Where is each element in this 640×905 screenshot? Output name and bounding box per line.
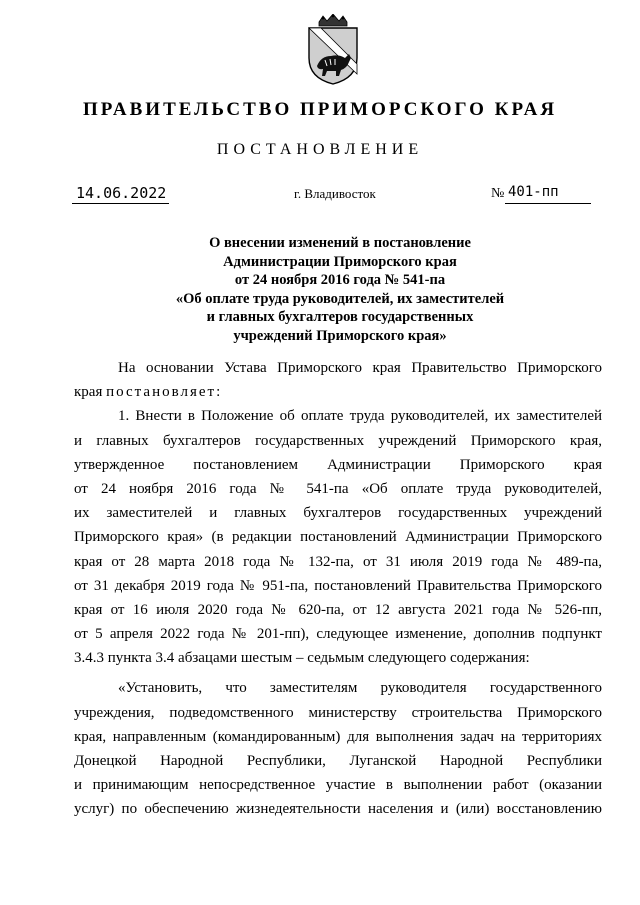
- body-word: края: [74, 384, 103, 401]
- coat-of-arms-icon: [303, 14, 363, 86]
- body-line: На основании Устава Приморского края Правительство Приморского: [118, 360, 602, 376]
- body-line: утвержденное постановлением Администрации Приморского края: [74, 456, 602, 473]
- body-line: края от 16 июля 2020 года № 620-па, от 12 августа 2021 года № 526-пп,: [74, 601, 602, 618]
- number-underline: [505, 203, 591, 204]
- body-line: [74, 380, 602, 404]
- body-line: их заместителей и главных бухгалтеров государственных учреждений: [74, 505, 602, 522]
- document-city: г. Владивосток: [294, 186, 376, 201]
- document-body: [74, 356, 602, 822]
- body-line: и главных бухгалтеров государственных учреждений Приморского края,: [74, 432, 602, 449]
- title-line: Администрации Приморского края: [223, 253, 457, 270]
- body-line: 1. Внести в Положение об оплате труда руководителей, их заместителей: [118, 408, 602, 425]
- body-line: «Установить, что заместителям руководителя государственного: [118, 680, 602, 697]
- document-number: 401-пп: [508, 184, 559, 200]
- body-line: края, направленным (командированным) для выполнения задач на территориях: [74, 728, 602, 745]
- body-line: края от 28 марта 2018 года № 132-па, от 31 июля 2019 года № 489-па,: [74, 553, 602, 570]
- body-line: от 24 ноября 2016 года № 541-па «Об оплате труда руководителей,: [74, 480, 602, 497]
- document-type: ПОСТАНОВЛЕНИЕ: [216, 141, 424, 158]
- body-line: Донецкой Народной Республики, Луганской Народной Республики: [74, 753, 602, 769]
- body-line: услуг) по обеспечению жизнедеятельности населения и (или) восстановлению: [74, 801, 602, 818]
- resolves-word: постановляет:: [106, 384, 223, 401]
- body-line: и принимающим непосредственное участие в выполнении работ (оказании: [74, 777, 602, 794]
- title-line: и главных бухгалтеров государственных: [206, 309, 474, 325]
- body-line: учреждения, подведомственного министерству строительства Приморского: [74, 704, 602, 721]
- paragraph-quote: [74, 676, 602, 821]
- document-date: 14.06.2022: [76, 184, 167, 202]
- body-line: 3.4.3 пункта 3.4 абзацами шестым – седьмым следующего содержания:: [74, 650, 530, 667]
- title-line: от 24 ноября 2016 года № 541-па: [234, 272, 446, 288]
- paragraph-item-1: [74, 404, 602, 670]
- body-line: от 5 апреля 2022 года № 201-пп), следующее изменение, дополнив подпункт: [74, 626, 602, 643]
- paragraph-preamble: [74, 356, 602, 404]
- document-title: [60, 234, 620, 345]
- title-line: «Об оплате труда руководителей, их заместителей: [175, 290, 505, 307]
- body-line: от 31 декабря 2019 года № 951-па, постановлений Правительства Приморского: [74, 577, 602, 594]
- government-name: ПРАВИТЕЛЬСТВО ПРИМОРСКОГО КРАЯ: [82, 99, 558, 120]
- title-line: О внесении изменений в постановление: [209, 235, 471, 251]
- body-line: Приморского края» (в редакции постановлений Администрации Приморского: [74, 529, 602, 546]
- number-sign: №: [491, 186, 505, 201]
- date-underline: [72, 203, 169, 204]
- title-line: учреждений Приморского края»: [233, 327, 447, 344]
